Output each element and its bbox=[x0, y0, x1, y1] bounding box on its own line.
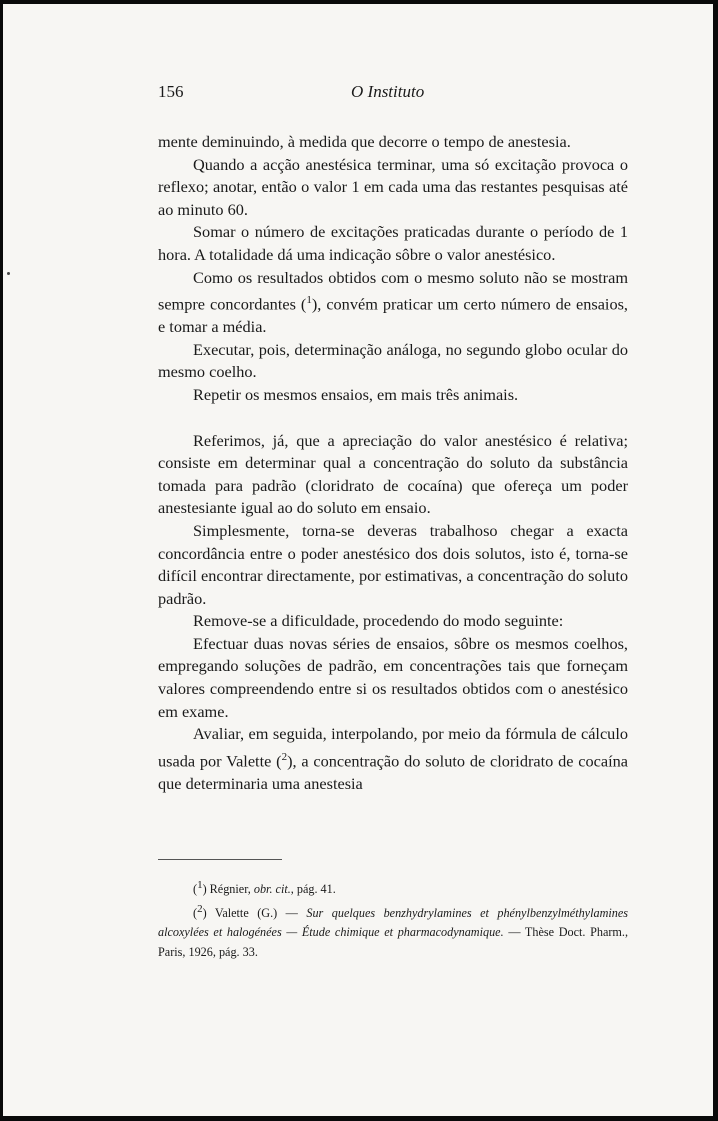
paragraph-text: Como os resultados obtidos com o mesmo soluto não se mostram sempre concordantes ( bbox=[158, 267, 628, 314]
scan-speck bbox=[7, 272, 10, 275]
footnote-title: Sur quelques benzhydrylamines et phénylbenzylméthylamines alcoxylées et halogénées — Étude chimique et pharmacodynamique. bbox=[158, 905, 628, 940]
paragraph: Referimos, já, que a apreciação do valor anestésico é relativa; consiste em determinar qual a concentração do soluto da substância tomada para padrão (cloridrato de cocaína) que ofereça um poder anestesiante igual ao do soluto em ensaio. bbox=[158, 430, 628, 518]
footnote: ($^1$) Régnier, obr. cit., pág. 41. bbox=[193, 879, 336, 897]
footnote-author: Valette (G.) — bbox=[214, 905, 298, 920]
paragraph: Remove-se a dificuldade, procedendo do modo seguinte: bbox=[193, 611, 564, 631]
footnotes bbox=[158, 876, 628, 962]
running-title: O Instituto bbox=[351, 82, 425, 101]
page-number: 156 bbox=[158, 82, 184, 101]
paragraph-text: Avaliar, em seguida, interpolando, por meio da fórmula de cálculo usada por Valette ( bbox=[158, 724, 628, 771]
paragraph: mente deminuindo, à medida que decorre o tempo de anestesia. bbox=[158, 132, 571, 151]
footnote-mark: 1 bbox=[197, 879, 203, 891]
footnote: ($^2$) Valette (G.) — Sur quelques benzhydrylamines et phénylbenzylméthylamines alcoxylées et halogénées — Étude chimique et pharmacodynamique. — Thèse Doct. Pharm., Paris, 1926, pág. 33. bbox=[158, 902, 628, 959]
paragraph-text: ), convém praticar um certo número de ensaios, e tomar a média. bbox=[158, 294, 628, 337]
footnote-rest: , pág. 41. bbox=[290, 882, 336, 897]
paragraph bbox=[158, 267, 628, 339]
paragraph: Executar, pois, determinação análoga, no segundo globo ocular do mesmo coelho. bbox=[158, 339, 628, 382]
footnote-ref: obr. cit. bbox=[253, 882, 291, 897]
paragraph-text: ), a concentração do soluto de cloridrato de cocaína que determinaria uma anestesia bbox=[158, 751, 628, 793]
page-header bbox=[158, 82, 628, 108]
footnote-divider bbox=[158, 859, 282, 860]
paragraph: Quando a acção anestésica terminar, uma só excitação provoca o reflexo; anotar, então o valor 1 em cada uma das restantes pesquisas até ao minuto 60. bbox=[158, 154, 628, 219]
paragraph: Simplesmente, torna-se deveras trabalhoso chegar a exacta concordância entre o poder anestésico dos dois solutos, isto é, torna-se difícil encontrar directamente, por estimativas, a concentração do soluto padrão. bbox=[158, 520, 628, 608]
footnote-reference: 2 bbox=[281, 750, 288, 763]
paragraph: Repetir os mesmos ensaios, em mais três animais. bbox=[193, 384, 519, 404]
footnote-mark: 2 bbox=[197, 902, 203, 915]
body-text bbox=[158, 131, 628, 795]
paragraph: Efectuar duas novas séries de ensaios, sôbre os mesmos coelhos, empregando soluções de padrão, em concentrações tais que forneçam valores compreendendo entre si os resultados obtidos com o anestésico em exame. bbox=[158, 633, 628, 721]
footnote-author: Régnier, bbox=[209, 882, 251, 897]
document-page bbox=[3, 4, 713, 1116]
footnote-reference: 1 bbox=[306, 294, 312, 307]
paragraph: Somar o número de excitações praticadas durante o período de 1 hora. A totalidade dá uma indicação sôbre o valor anestésico. bbox=[158, 222, 628, 264]
paragraph bbox=[158, 723, 628, 795]
footnote-rest: — Thèse Doct. Pharm., Paris, 1926, pág. 33. bbox=[158, 925, 628, 959]
